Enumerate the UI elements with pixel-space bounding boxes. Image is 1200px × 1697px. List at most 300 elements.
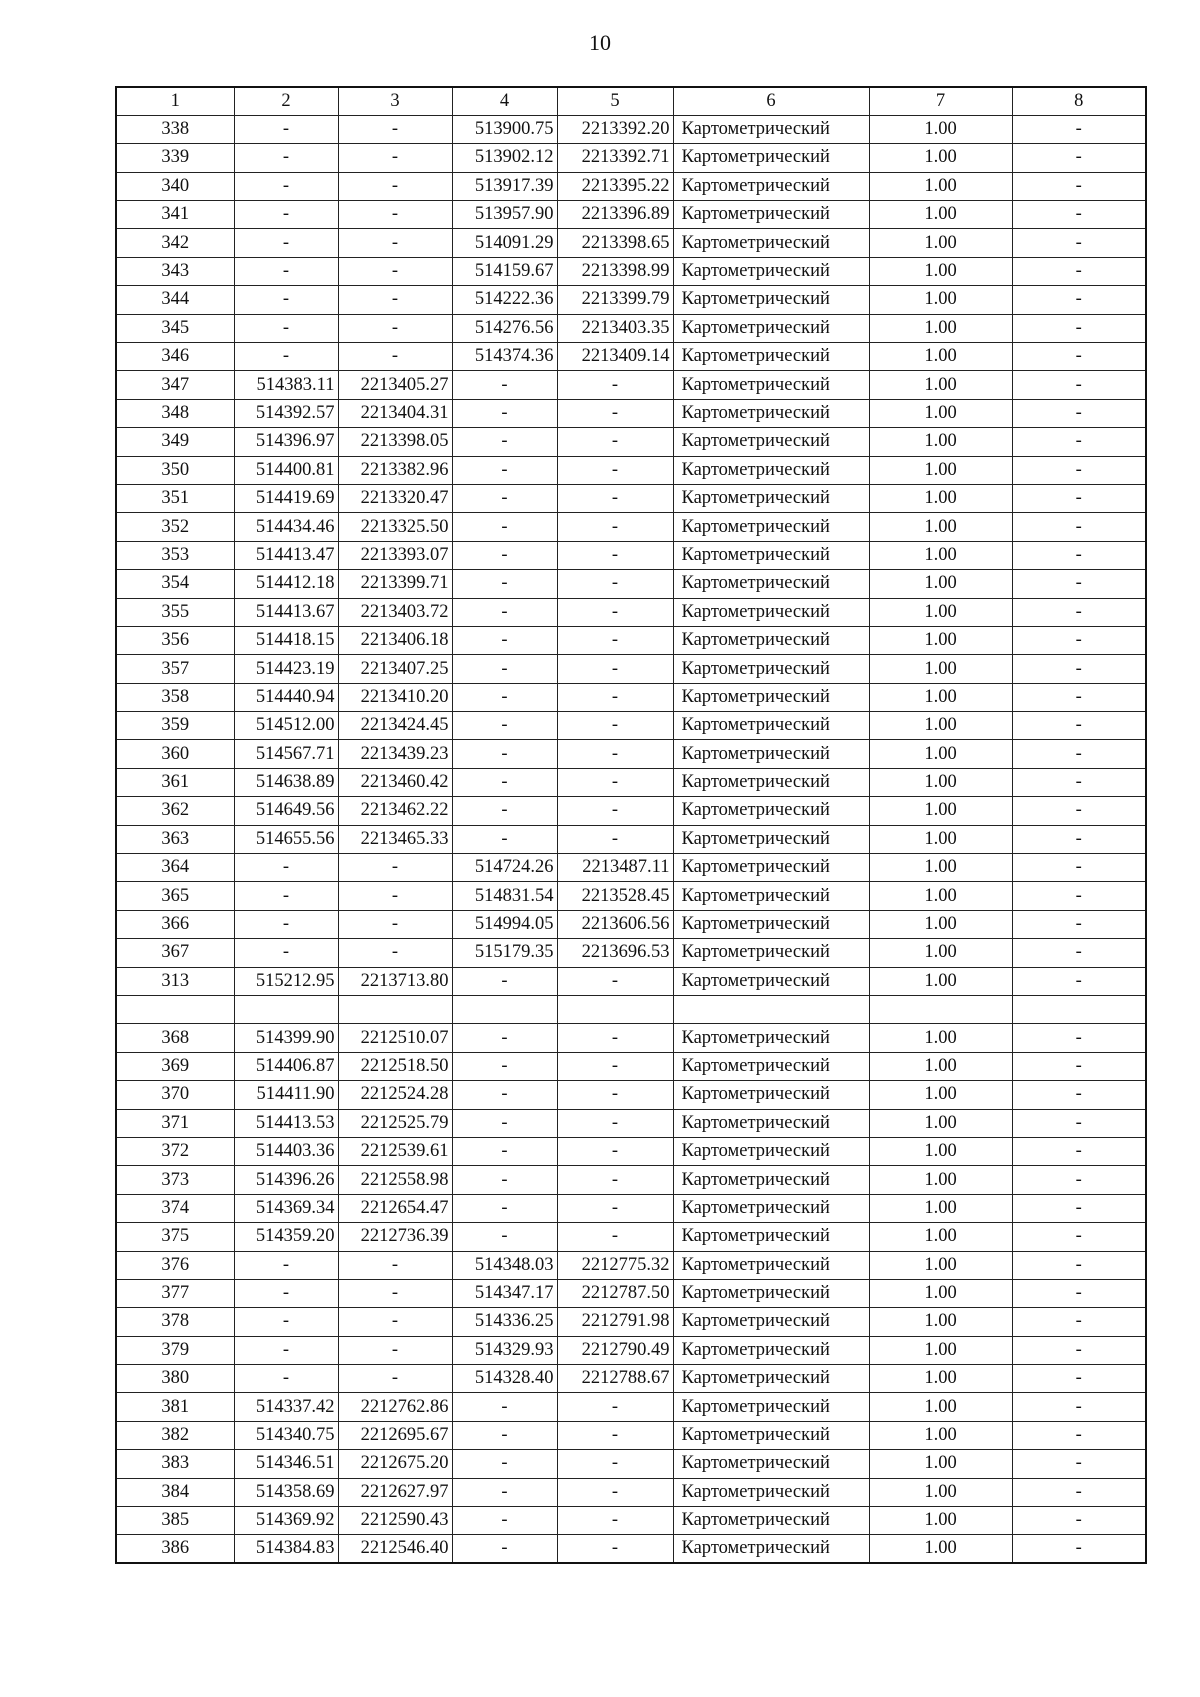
table-cell: [116, 996, 234, 1024]
table-cell: -: [1012, 257, 1146, 285]
table-cell: 2212787.50: [557, 1279, 673, 1307]
table-cell: 2213487.11: [557, 854, 673, 882]
table-row: [116, 172, 1146, 200]
table-cell: 2213406.18: [338, 626, 452, 654]
table-cell: -: [557, 399, 673, 427]
table-cell: 514396.97: [234, 428, 338, 456]
table-cell: 372: [116, 1137, 234, 1165]
table-cell: 514655.56: [234, 825, 338, 853]
table-row: [116, 1507, 1146, 1535]
table-cell: -: [557, 598, 673, 626]
table-cell: Картометрический: [673, 1507, 869, 1535]
table-cell: 2213382.96: [338, 456, 452, 484]
table-cell: -: [1012, 1507, 1146, 1535]
table-cell: 514994.05: [452, 910, 557, 938]
table-cell: 514396.26: [234, 1166, 338, 1194]
table-cell: 1.00: [869, 882, 1012, 910]
table-cell: Картометрический: [673, 910, 869, 938]
table-row: [116, 683, 1146, 711]
table-cell: 365: [116, 882, 234, 910]
table-cell: 1.00: [869, 201, 1012, 229]
table-cell: 514346.51: [234, 1450, 338, 1478]
table-cell: 340: [116, 172, 234, 200]
table-cell: Картометрический: [673, 797, 869, 825]
table-cell: -: [452, 1166, 557, 1194]
table-cell: -: [452, 513, 557, 541]
table-cell: Картометрический: [673, 314, 869, 342]
table-cell: -: [557, 484, 673, 512]
table-cell: 514400.81: [234, 456, 338, 484]
table-cell: 1.00: [869, 939, 1012, 967]
table-cell: 514359.20: [234, 1223, 338, 1251]
table-cell: 348: [116, 399, 234, 427]
table-cell: -: [234, 1251, 338, 1279]
table-cell: Картометрический: [673, 939, 869, 967]
table-cell: 514724.26: [452, 854, 557, 882]
table-cell: 358: [116, 683, 234, 711]
table-cell: 1.00: [869, 1223, 1012, 1251]
table-cell: 1.00: [869, 1109, 1012, 1137]
table-row: [116, 967, 1146, 995]
table-cell: 1.00: [869, 825, 1012, 853]
table-cell: 2212539.61: [338, 1137, 452, 1165]
table-cell: [234, 996, 338, 1024]
table-cell: -: [1012, 598, 1146, 626]
table-cell: 368: [116, 1024, 234, 1052]
table-cell: -: [1012, 740, 1146, 768]
table-row: [116, 513, 1146, 541]
table-cell: Картометрический: [673, 1535, 869, 1563]
table-row: [116, 286, 1146, 314]
table-row: [116, 910, 1146, 938]
table-cell: 359: [116, 712, 234, 740]
table-row: [116, 570, 1146, 598]
table-cell: -: [234, 286, 338, 314]
table-cell: -: [452, 1194, 557, 1222]
table-cell: 1.00: [869, 456, 1012, 484]
table-cell: 2212790.49: [557, 1336, 673, 1364]
table-cell: 2213398.65: [557, 229, 673, 257]
table-cell: -: [338, 144, 452, 172]
table-cell: -: [557, 456, 673, 484]
table-cell: 514384.83: [234, 1535, 338, 1563]
table-cell: 2212627.97: [338, 1478, 452, 1506]
table-cell: 514340.75: [234, 1421, 338, 1449]
table-cell: 514413.67: [234, 598, 338, 626]
table-cell: -: [452, 626, 557, 654]
table-cell: -: [557, 1393, 673, 1421]
table-cell: 1.00: [869, 541, 1012, 569]
table-cell: -: [557, 1109, 673, 1137]
table-cell: -: [1012, 541, 1146, 569]
table-cell: 342: [116, 229, 234, 257]
table-cell: 514440.94: [234, 683, 338, 711]
table-cell: 514638.89: [234, 768, 338, 796]
table-cell: 514411.90: [234, 1081, 338, 1109]
table-cell: 1.00: [869, 1137, 1012, 1165]
table-cell: 338: [116, 115, 234, 143]
table-cell: 347: [116, 371, 234, 399]
table-cell: Картометрический: [673, 1194, 869, 1222]
table-cell: 1.00: [869, 399, 1012, 427]
table-row: [116, 740, 1146, 768]
table-cell: 2213325.50: [338, 513, 452, 541]
table-cell: -: [1012, 1223, 1146, 1251]
table-cell: -: [1012, 1478, 1146, 1506]
table-cell: Картометрический: [673, 172, 869, 200]
table-cell: Картометрический: [673, 286, 869, 314]
table-cell: -: [1012, 371, 1146, 399]
table-cell: 2212791.98: [557, 1308, 673, 1336]
table-cell: -: [1012, 1109, 1146, 1137]
table-cell: -: [452, 1109, 557, 1137]
table-cell: Картометрический: [673, 1450, 869, 1478]
table-cell: -: [338, 314, 452, 342]
table-cell: 366: [116, 910, 234, 938]
table-cell: 2212762.86: [338, 1393, 452, 1421]
table-cell: 2212788.67: [557, 1365, 673, 1393]
table-cell: 349: [116, 428, 234, 456]
table-cell: 364: [116, 854, 234, 882]
table-cell: 514831.54: [452, 882, 557, 910]
table-cell: Картометрический: [673, 229, 869, 257]
table-row: [116, 626, 1146, 654]
table-cell: -: [1012, 1393, 1146, 1421]
table-cell: -: [1012, 1081, 1146, 1109]
table-cell: -: [1012, 1279, 1146, 1307]
table-cell: -: [1012, 825, 1146, 853]
table-cell: 375: [116, 1223, 234, 1251]
column-header: 8: [1012, 87, 1146, 115]
table-row: [116, 541, 1146, 569]
table-cell: 2213392.71: [557, 144, 673, 172]
table-cell: 2213398.05: [338, 428, 452, 456]
table-cell: -: [1012, 910, 1146, 938]
table-cell: -: [338, 286, 452, 314]
table-cell: -: [1012, 172, 1146, 200]
table-cell: -: [1012, 513, 1146, 541]
table-cell: -: [452, 1052, 557, 1080]
table-cell: 2213396.89: [557, 201, 673, 229]
table-cell: -: [234, 144, 338, 172]
table-cell: -: [1012, 484, 1146, 512]
table-row: [116, 1251, 1146, 1279]
table-row: [116, 1081, 1146, 1109]
coordinates-table: [115, 86, 1147, 1564]
table-cell: -: [452, 712, 557, 740]
table-cell: 1.00: [869, 1081, 1012, 1109]
table-cell: 367: [116, 939, 234, 967]
table-cell: 1.00: [869, 1194, 1012, 1222]
table-cell: 1.00: [869, 570, 1012, 598]
table-cell: Картометрический: [673, 1024, 869, 1052]
table-row: [116, 201, 1146, 229]
table-row: [116, 1365, 1146, 1393]
table-cell: 514403.36: [234, 1137, 338, 1165]
table-cell: -: [557, 1223, 673, 1251]
table-cell: Картометрический: [673, 1166, 869, 1194]
column-header: 1: [116, 87, 234, 115]
table-cell: -: [1012, 768, 1146, 796]
table-cell: -: [338, 1279, 452, 1307]
table-cell: -: [1012, 570, 1146, 598]
table-cell: -: [557, 1024, 673, 1052]
table-cell: 1.00: [869, 1421, 1012, 1449]
table-cell: 2213407.25: [338, 655, 452, 683]
table-cell: -: [1012, 456, 1146, 484]
table-cell: 2212546.40: [338, 1535, 452, 1563]
table-cell: -: [452, 1024, 557, 1052]
table-cell: -: [1012, 797, 1146, 825]
table-cell: 371: [116, 1109, 234, 1137]
table-cell: Картометрический: [673, 201, 869, 229]
table-cell: [1012, 996, 1146, 1024]
table-row: [116, 484, 1146, 512]
table-cell: -: [557, 513, 673, 541]
table-row: [116, 1024, 1146, 1052]
table-row: [116, 1279, 1146, 1307]
table-cell: 382: [116, 1421, 234, 1449]
table-cell: 1.00: [869, 598, 1012, 626]
table-cell: Картометрический: [673, 626, 869, 654]
table-cell: -: [557, 541, 673, 569]
table-cell: Картометрический: [673, 541, 869, 569]
table-cell: 1.00: [869, 683, 1012, 711]
table-cell: -: [557, 797, 673, 825]
table-cell: -: [234, 314, 338, 342]
table-cell: -: [338, 201, 452, 229]
table-cell: 1.00: [869, 1052, 1012, 1080]
table-cell: -: [1012, 1251, 1146, 1279]
table-cell: 514329.93: [452, 1336, 557, 1364]
table-row: [116, 939, 1146, 967]
table-cell: 1.00: [869, 967, 1012, 995]
table-cell: 383: [116, 1450, 234, 1478]
table-cell: Картометрический: [673, 428, 869, 456]
table-cell: 370: [116, 1081, 234, 1109]
table-cell: 343: [116, 257, 234, 285]
table-cell: 2213409.14: [557, 343, 673, 371]
table-cell: -: [557, 1166, 673, 1194]
table-cell: 514406.87: [234, 1052, 338, 1080]
table-cell: Картометрический: [673, 513, 869, 541]
table-cell: 1.00: [869, 854, 1012, 882]
table-cell: 1.00: [869, 1478, 1012, 1506]
table-cell: 513902.12: [452, 144, 557, 172]
table-cell: 1.00: [869, 1024, 1012, 1052]
table-cell: 2212525.79: [338, 1109, 452, 1137]
table-cell: Картометрический: [673, 598, 869, 626]
table-cell: -: [557, 768, 673, 796]
table-cell: -: [452, 598, 557, 626]
table-cell: [452, 996, 557, 1024]
table-cell: -: [452, 825, 557, 853]
table-cell: 2212590.43: [338, 1507, 452, 1535]
table-cell: 313: [116, 967, 234, 995]
table-cell: Картометрический: [673, 1279, 869, 1307]
table-cell: 339: [116, 144, 234, 172]
table-cell: -: [338, 1336, 452, 1364]
table-cell: 514369.34: [234, 1194, 338, 1222]
table-cell: 1.00: [869, 655, 1012, 683]
table-cell: 1.00: [869, 484, 1012, 512]
table-cell: 353: [116, 541, 234, 569]
table-cell: 350: [116, 456, 234, 484]
table-cell: -: [452, 1421, 557, 1449]
table-cell: 513917.39: [452, 172, 557, 200]
table-cell: -: [1012, 343, 1146, 371]
table-row: [116, 1336, 1146, 1364]
table-cell: 1.00: [869, 1336, 1012, 1364]
table-cell: 514347.17: [452, 1279, 557, 1307]
table-cell: 1.00: [869, 1535, 1012, 1563]
table-cell: -: [338, 1251, 452, 1279]
table-cell: 514434.46: [234, 513, 338, 541]
table-cell: -: [338, 257, 452, 285]
table-row: [116, 456, 1146, 484]
table-cell: 2212736.39: [338, 1223, 452, 1251]
table-cell: 1.00: [869, 626, 1012, 654]
table-cell: -: [557, 428, 673, 456]
table-cell: -: [338, 882, 452, 910]
table-cell: 1.00: [869, 797, 1012, 825]
table-cell: Картометрический: [673, 257, 869, 285]
table-row: [116, 399, 1146, 427]
table-cell: 514399.90: [234, 1024, 338, 1052]
table-cell: 1.00: [869, 371, 1012, 399]
table-cell: -: [1012, 683, 1146, 711]
table-cell: -: [338, 910, 452, 938]
table-cell: Картометрический: [673, 484, 869, 512]
table-cell: -: [234, 854, 338, 882]
table-cell: 514512.00: [234, 712, 338, 740]
table-cell: -: [1012, 1308, 1146, 1336]
table-cell: Картометрический: [673, 655, 869, 683]
table-cell: 514091.29: [452, 229, 557, 257]
table-cell: Картометрический: [673, 1393, 869, 1421]
table-cell: -: [452, 570, 557, 598]
table-cell: 1.00: [869, 513, 1012, 541]
table-cell: -: [234, 1279, 338, 1307]
table-row: [116, 144, 1146, 172]
table-cell: -: [234, 1308, 338, 1336]
table-cell: -: [1012, 626, 1146, 654]
table-cell: -: [452, 655, 557, 683]
table-cell: 1.00: [869, 1279, 1012, 1307]
table-cell: 2213462.22: [338, 797, 452, 825]
table-row: [116, 1450, 1146, 1478]
table-row: [116, 768, 1146, 796]
table-cell: 514567.71: [234, 740, 338, 768]
table-cell: 2213405.27: [338, 371, 452, 399]
table-cell: 1.00: [869, 314, 1012, 342]
table-cell: 355: [116, 598, 234, 626]
table-row: [116, 1223, 1146, 1251]
table-cell: 514337.42: [234, 1393, 338, 1421]
table-cell: 1.00: [869, 115, 1012, 143]
table-row: [116, 1308, 1146, 1336]
table-row: [116, 1194, 1146, 1222]
table-row: [116, 797, 1146, 825]
table-cell: Картометрический: [673, 683, 869, 711]
table-cell: 2213403.35: [557, 314, 673, 342]
table-cell: -: [1012, 201, 1146, 229]
table-cell: 386: [116, 1535, 234, 1563]
column-header: 5: [557, 87, 673, 115]
table-cell: -: [452, 1081, 557, 1109]
table-cell: 1.00: [869, 172, 1012, 200]
table-cell: 515179.35: [452, 939, 557, 967]
table-cell: Картометрический: [673, 1109, 869, 1137]
table-cell: -: [557, 740, 673, 768]
table-row: [116, 882, 1146, 910]
table-cell: [673, 996, 869, 1024]
table-cell: 514336.25: [452, 1308, 557, 1336]
table-cell: -: [452, 428, 557, 456]
table-cell: -: [1012, 286, 1146, 314]
table-cell: 1.00: [869, 768, 1012, 796]
table-cell: 2213439.23: [338, 740, 452, 768]
table-cell: 2213399.71: [338, 570, 452, 598]
table-cell: 513957.90: [452, 201, 557, 229]
table-cell: -: [557, 626, 673, 654]
table-cell: -: [1012, 1137, 1146, 1165]
table-cell: -: [452, 541, 557, 569]
table-cell: -: [1012, 967, 1146, 995]
column-header: 7: [869, 87, 1012, 115]
table-cell: 514418.15: [234, 626, 338, 654]
table-cell: 515212.95: [234, 967, 338, 995]
table-cell: 2213410.20: [338, 683, 452, 711]
table-row: [116, 996, 1146, 1024]
table-cell: Картометрический: [673, 768, 869, 796]
table-cell: -: [557, 570, 673, 598]
table-cell: Картометрический: [673, 343, 869, 371]
table-cell: 2213606.56: [557, 910, 673, 938]
table-cell: -: [234, 115, 338, 143]
table-cell: 2212675.20: [338, 1450, 452, 1478]
table-cell: -: [338, 854, 452, 882]
table-cell: 1.00: [869, 910, 1012, 938]
table-cell: 2213393.07: [338, 541, 452, 569]
table-body: [116, 115, 1146, 1563]
table-cell: -: [1012, 1024, 1146, 1052]
table-cell: 1.00: [869, 257, 1012, 285]
table-cell: -: [1012, 712, 1146, 740]
table-cell: 346: [116, 343, 234, 371]
table-cell: 514383.11: [234, 371, 338, 399]
table-cell: -: [557, 712, 673, 740]
table-row: [116, 314, 1146, 342]
table-cell: 2212518.50: [338, 1052, 452, 1080]
table-cell: 1.00: [869, 1507, 1012, 1535]
table-cell: 1.00: [869, 1393, 1012, 1421]
table-cell: -: [452, 371, 557, 399]
table-cell: -: [338, 939, 452, 967]
table-cell: -: [557, 1507, 673, 1535]
table-cell: 1.00: [869, 1308, 1012, 1336]
table-cell: 2213320.47: [338, 484, 452, 512]
table-cell: 1.00: [869, 428, 1012, 456]
table-cell: -: [557, 1450, 673, 1478]
table-row: [116, 1166, 1146, 1194]
table-cell: Картометрический: [673, 1137, 869, 1165]
table-row: [116, 1421, 1146, 1449]
table-cell: Картометрический: [673, 967, 869, 995]
table-cell: 379: [116, 1336, 234, 1364]
table-cell: 381: [116, 1393, 234, 1421]
table-cell: -: [1012, 1535, 1146, 1563]
